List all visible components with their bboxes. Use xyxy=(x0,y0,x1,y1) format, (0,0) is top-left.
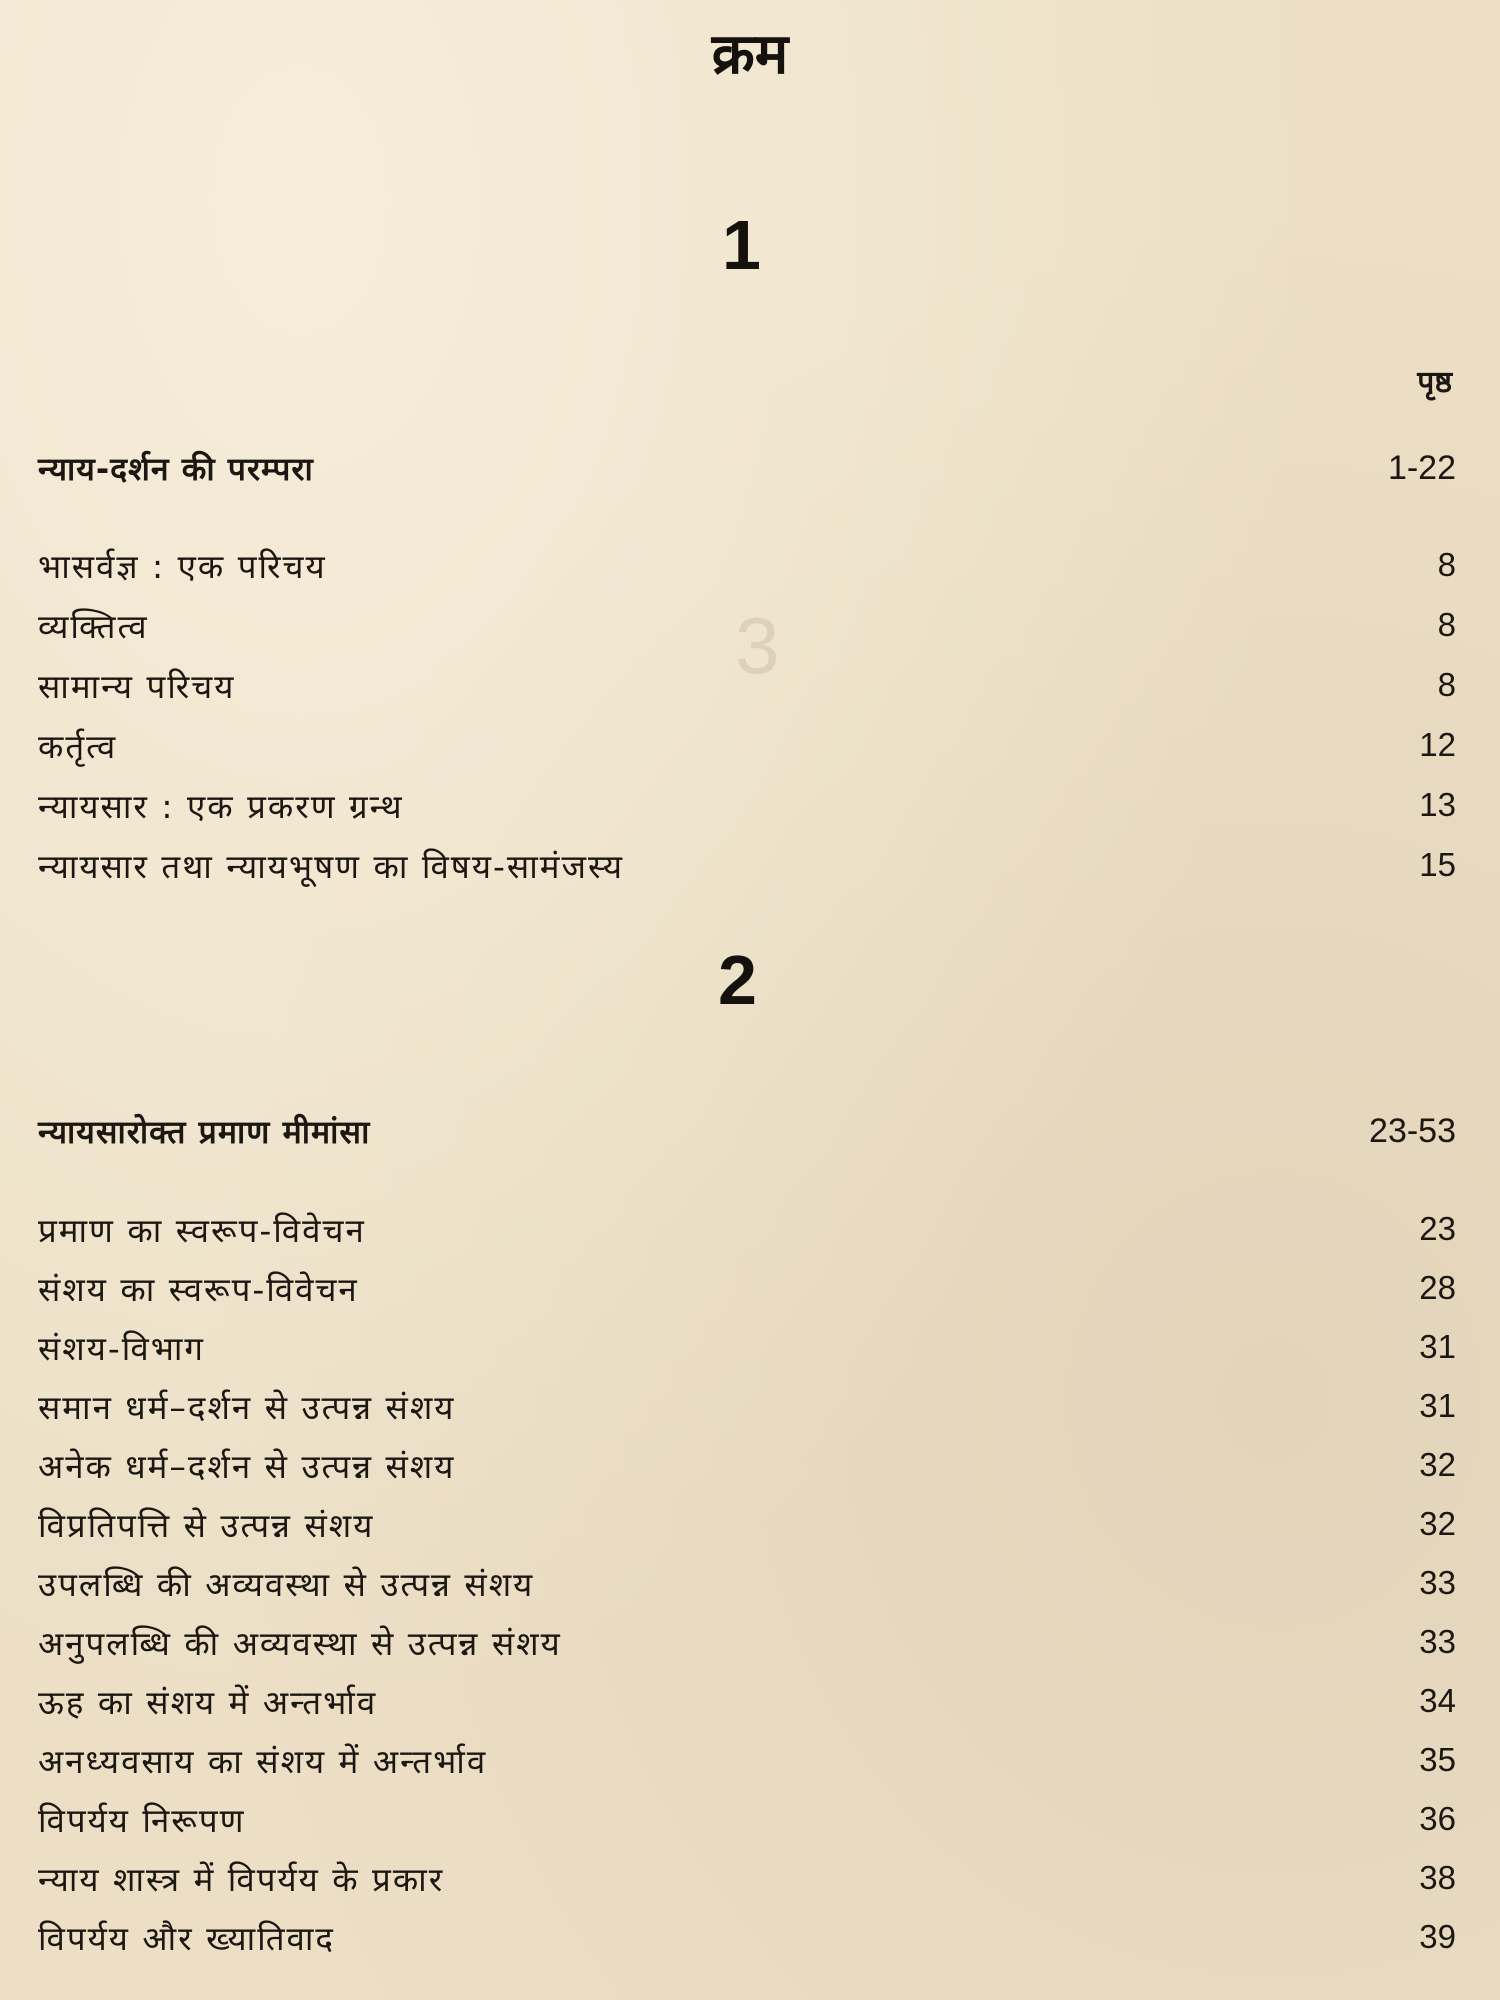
section-title: न्याय-दर्शन की परम्परा xyxy=(38,449,314,488)
section-heading-2[interactable] xyxy=(38,1108,1456,1154)
entry-page: 15 xyxy=(1419,846,1456,883)
entry-page: 32 xyxy=(1419,1505,1456,1542)
entry-page: 36 xyxy=(1419,1800,1456,1837)
toc-entry[interactable] xyxy=(38,1206,1456,1252)
entry-title: सामान्य परिचय xyxy=(38,666,236,706)
entry-title: ऊह का संशय में अन्तर्भाव xyxy=(38,1682,378,1722)
entry-page: 33 xyxy=(1419,1623,1456,1660)
entry-page: 8 xyxy=(1437,606,1456,643)
entry-title: उपलब्धि की अव्यवस्था से उत्पन्न संशय xyxy=(38,1564,535,1604)
entry-page: 32 xyxy=(1419,1446,1456,1483)
toc-entry[interactable] xyxy=(38,1855,1456,1901)
bleed-through-mark: 3 xyxy=(735,601,780,690)
entry-page: 12 xyxy=(1419,726,1456,763)
toc-entry[interactable] xyxy=(38,1324,1456,1370)
entry-title: संशय का स्वरूप-विवेचन xyxy=(38,1269,359,1309)
entry-title: व्यक्तित्व xyxy=(38,606,149,646)
entry-page: 8 xyxy=(1437,666,1456,703)
entry-title: भासर्वज्ञ : एक परिचय xyxy=(38,546,327,586)
toc-entry[interactable] xyxy=(38,842,1456,888)
section-pages: 23-53 xyxy=(1369,1111,1456,1150)
entry-title: कर्तृत्व xyxy=(38,726,118,766)
toc-entry[interactable] xyxy=(38,1442,1456,1488)
entry-page: 33 xyxy=(1419,1564,1456,1601)
entry-title: अनध्यवसाय का संशय में अन्तर्भाव xyxy=(38,1741,488,1781)
page-column-label: पृष्ठ xyxy=(1417,365,1452,400)
toc-entry[interactable] xyxy=(38,542,1456,588)
toc-entry[interactable] xyxy=(38,1914,1456,1960)
toc-entry[interactable] xyxy=(38,1501,1456,1547)
entry-title: प्रमाण का स्वरूप-विवेचन xyxy=(38,1210,366,1250)
entry-page: 31 xyxy=(1419,1328,1456,1365)
part-number-1: 1 xyxy=(722,206,761,284)
toc-entry[interactable] xyxy=(38,1265,1456,1311)
section-pages: 1-22 xyxy=(1387,448,1456,487)
entry-page: 8 xyxy=(1437,546,1456,583)
entry-title: अनेक धर्म–दर्शन से उत्पन्न संशय xyxy=(38,1446,456,1486)
toc-entry[interactable] xyxy=(38,1737,1456,1783)
entry-title: विप्रतिपत्ति से उत्पन्न संशय xyxy=(38,1505,375,1545)
toc-entry[interactable] xyxy=(38,662,1456,708)
toc-entry[interactable] xyxy=(38,1383,1456,1429)
toc-entry[interactable] xyxy=(38,602,1456,648)
entry-title: अनुपलब्धि की अव्यवस्था से उत्पन्न संशय xyxy=(38,1623,562,1663)
page-title: क्रम xyxy=(711,22,789,87)
entry-title: समान धर्म–दर्शन से उत्पन्न संशय xyxy=(38,1387,456,1427)
entry-title: विपर्यय और ख्यातिवाद xyxy=(38,1918,335,1958)
entry-page: 34 xyxy=(1419,1682,1456,1719)
part-number-2: 2 xyxy=(718,941,757,1019)
toc-entry[interactable] xyxy=(38,1619,1456,1665)
toc-entry[interactable] xyxy=(38,782,1456,828)
toc-entry[interactable] xyxy=(38,1678,1456,1724)
entry-page: 38 xyxy=(1419,1859,1456,1896)
entry-title: विपर्यय निरूपण xyxy=(38,1800,246,1840)
section-title: न्यायसारोक्त प्रमाण मीमांसा xyxy=(38,1112,371,1151)
section-heading-1[interactable] xyxy=(38,445,1456,491)
toc-entry[interactable] xyxy=(38,722,1456,768)
entry-page: 23 xyxy=(1419,1210,1456,1247)
entry-page: 39 xyxy=(1419,1918,1456,1955)
entry-page: 31 xyxy=(1419,1387,1456,1424)
toc-entry[interactable] xyxy=(38,1796,1456,1842)
entry-title: न्यायसार : एक प्रकरण ग्रन्थ xyxy=(38,786,404,826)
entry-title: न्याय शास्त्र में विपर्यय के प्रकार xyxy=(38,1859,445,1899)
entry-page: 13 xyxy=(1419,786,1456,823)
toc-entry[interactable] xyxy=(38,1560,1456,1606)
entry-title: न्यायसार तथा न्यायभूषण का विषय-सामंजस्य xyxy=(38,846,624,886)
entry-page: 35 xyxy=(1419,1741,1456,1778)
entry-page: 28 xyxy=(1419,1269,1456,1306)
entry-title: संशय-विभाग xyxy=(38,1328,206,1368)
